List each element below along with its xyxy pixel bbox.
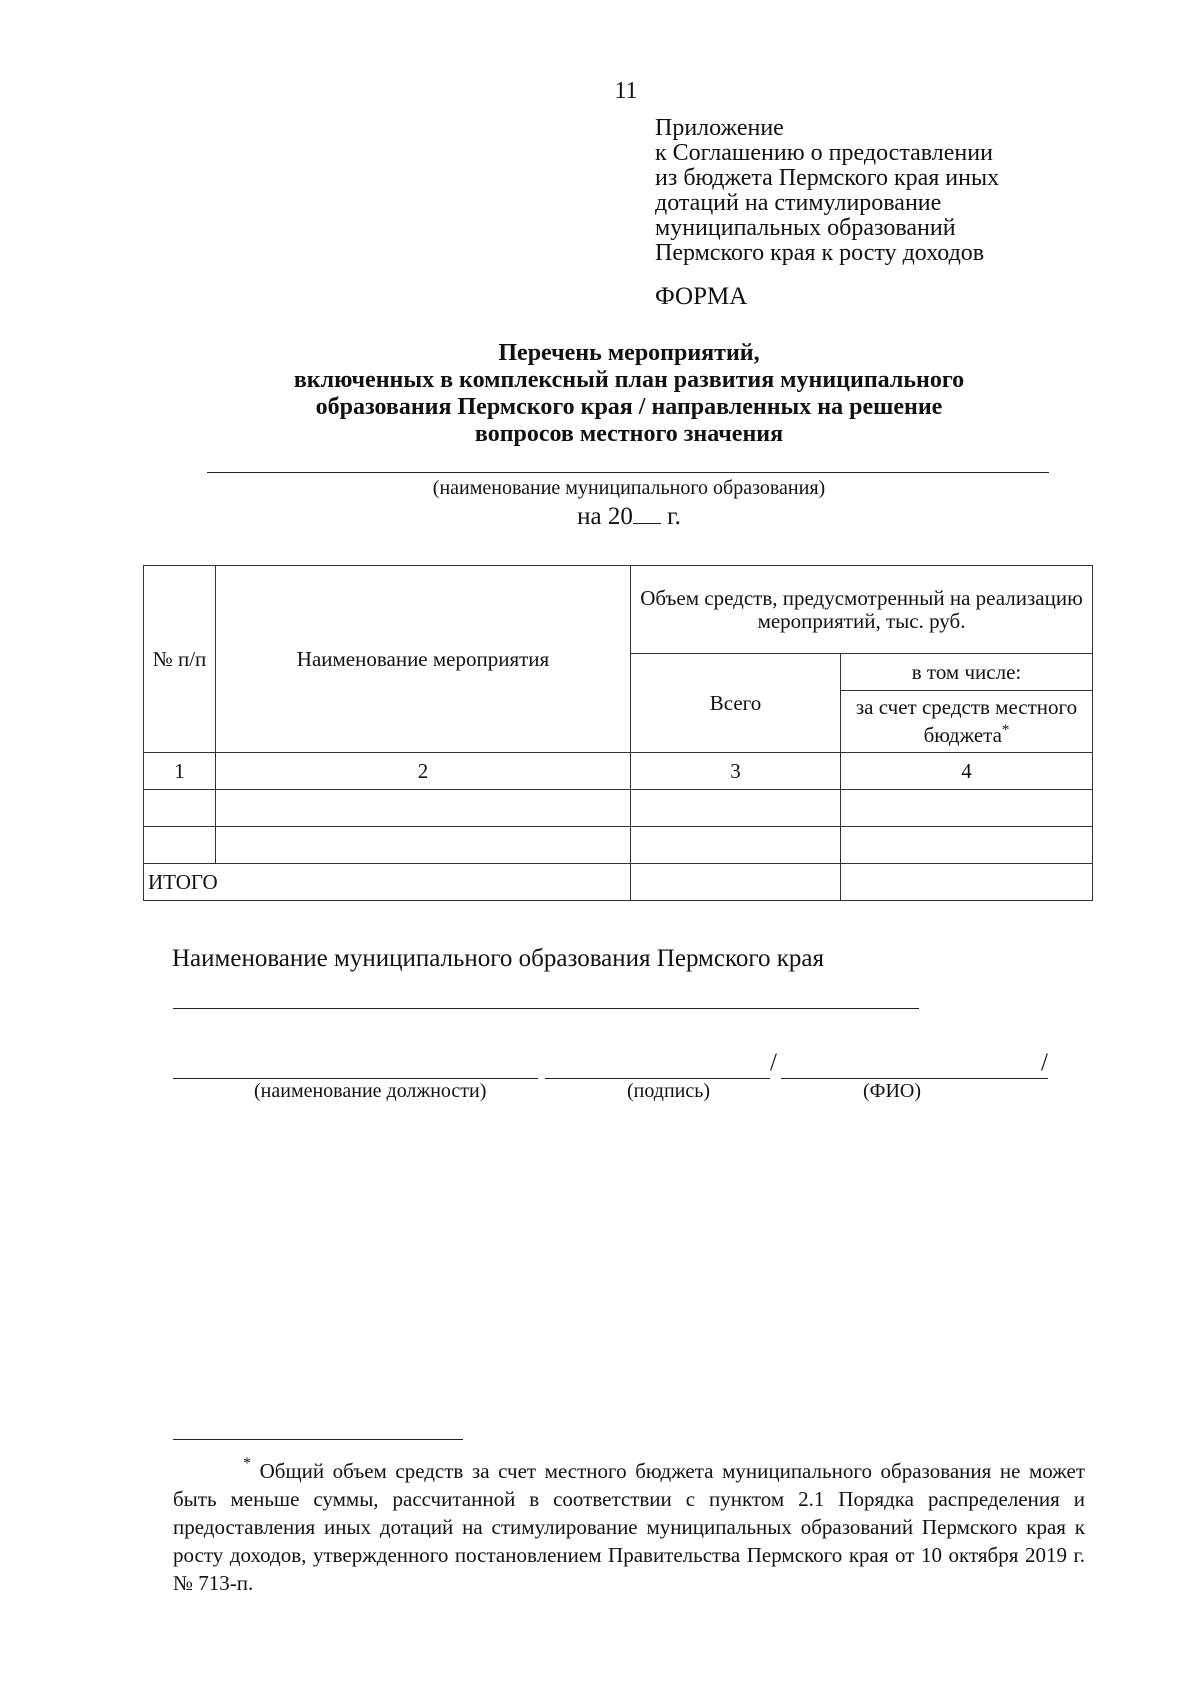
- municipality-caption: (наименование муниципального образования): [432, 477, 826, 499]
- total-value-local[interactable]: [841, 864, 1093, 901]
- table-cell[interactable]: [841, 827, 1093, 864]
- municipality-name-line[interactable]: [207, 472, 1049, 473]
- table-cell[interactable]: [216, 827, 631, 864]
- name-separator: /: [1041, 1049, 1048, 1076]
- signature-caption: (подпись): [627, 1080, 711, 1102]
- appendix-line: дотаций на стимулирование: [655, 190, 942, 216]
- page-number: 11: [614, 78, 638, 104]
- footnote: [173, 1452, 1085, 1597]
- footnote-mark: *: [1001, 722, 1010, 738]
- year-prefix: на 20: [577, 503, 633, 530]
- name-caption: (ФИО): [863, 1080, 922, 1102]
- col-number-3: 3: [631, 753, 841, 790]
- position-caption: (наименование должности): [254, 1080, 487, 1102]
- col-number-2: 2: [216, 753, 631, 790]
- appendix-line: муниципальных образований: [655, 215, 956, 241]
- title-line: образования Пермского края / направленных на решение: [315, 394, 943, 420]
- appendix-line: Пермского края к росту доходов: [655, 240, 985, 266]
- footnote-text: Общий объем средств за счет местного бюджета муниципального образования не может быть меньше суммы, рассчитанной в соответствии с пунктом 2.1 Порядка распределения и предоставления иных дотаций на стимулирование муниципальных образований Пермского края к росту доходов, утвержденного постановлением Правительства Пермского края от 10 октября 2019 г. № 713-п.: [173, 1459, 1086, 1595]
- table-row: [144, 827, 1093, 864]
- table-cell[interactable]: [841, 790, 1093, 827]
- total-value-all[interactable]: [631, 864, 841, 901]
- table-cell[interactable]: [216, 790, 631, 827]
- document-title: [190, 340, 1068, 448]
- header-total: Всего: [631, 654, 841, 753]
- year-suffix: г.: [660, 503, 681, 530]
- table-cell[interactable]: [144, 790, 216, 827]
- table-cell[interactable]: [631, 827, 841, 864]
- municipality-label: Наименование муниципального образования Пермского края: [172, 945, 824, 972]
- header-name: Наименование мероприятия: [216, 566, 631, 753]
- appendix-line: из бюджета Пермского края иных: [655, 165, 1000, 191]
- title-line: включенных в комплексный план развития муниципального: [293, 367, 965, 393]
- appendix-line: к Соглашению о предоставлении: [655, 140, 993, 166]
- municipality-signature-line[interactable]: [173, 1008, 919, 1009]
- header-volume: Объем средств, предусмотренный на реализацию мероприятий, тыс. руб.: [631, 566, 1093, 654]
- header-local-text: за счет средств местного бюджета: [855, 695, 1078, 747]
- table-cell[interactable]: [631, 790, 841, 827]
- title-line: Перечень мероприятий,: [498, 340, 760, 366]
- table-cell[interactable]: [144, 827, 216, 864]
- header-including: в том числе:: [841, 654, 1093, 691]
- form-label: ФОРМА: [655, 283, 748, 310]
- signature-line[interactable]: [545, 1078, 770, 1079]
- signature-separator: /: [770, 1049, 777, 1076]
- activities-table: [143, 565, 1093, 901]
- footnote-divider: [173, 1439, 463, 1440]
- total-row: [144, 864, 1093, 901]
- header-local-budget: [841, 691, 1093, 753]
- year-blank[interactable]: [633, 503, 661, 524]
- appendix-header: [655, 116, 999, 266]
- table-row: [144, 790, 1093, 827]
- footnote-star: *: [243, 1455, 251, 1472]
- col-number-1: 1: [144, 753, 216, 790]
- title-line: вопросов местного значения: [474, 421, 784, 447]
- position-line[interactable]: [173, 1078, 538, 1079]
- total-label: ИТОГО: [144, 864, 631, 901]
- appendix-line: Приложение: [655, 115, 784, 141]
- col-number-4: 4: [841, 753, 1093, 790]
- header-num: № п/п: [144, 566, 216, 753]
- year-line: [190, 503, 1068, 531]
- name-line[interactable]: [781, 1078, 1048, 1079]
